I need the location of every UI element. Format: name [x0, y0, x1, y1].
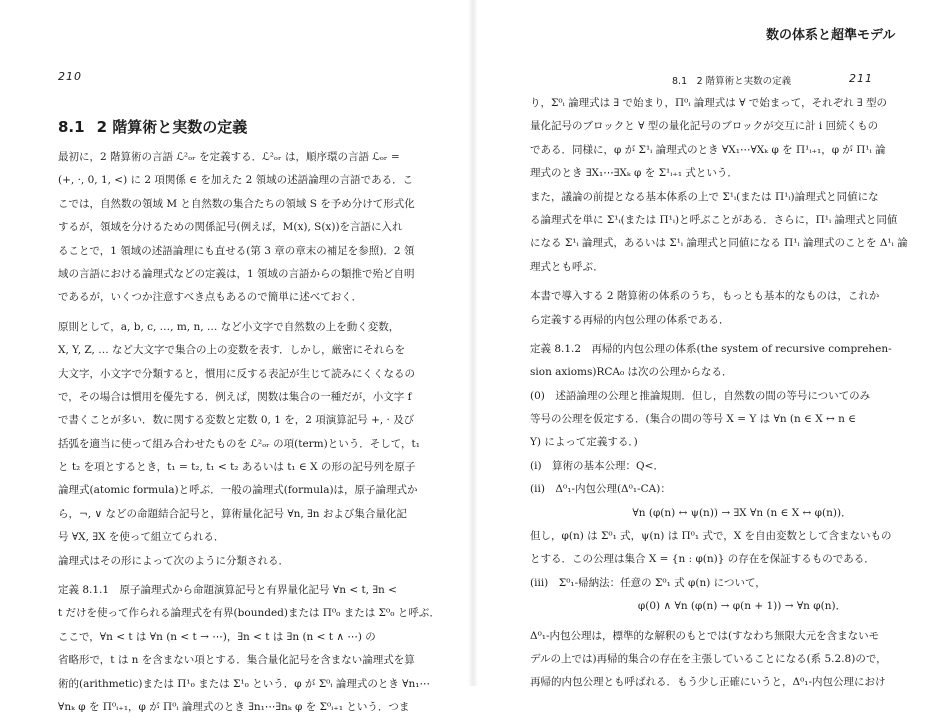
text-line: 括弧を適当に使って組み合わせたものを ℒ²ₒᵣ の項(term)という．そして，t₁ [58, 437, 420, 450]
text-line: こでは，自然数の領域 M と自然数の集合たちの領域 S を予め分けて形式化 [58, 197, 415, 210]
text-line: 定義 8.1.2 再帰的内包公理の体系(the system of recursive comprehen- [530, 342, 892, 355]
text-line: t だけを使って作られる論理式を有界(bounded)または Π⁰₀ または Σ⁰₀ と呼ぶ． [58, 607, 440, 620]
running-head: 8.1 2 階算術と実数の定義 [672, 76, 792, 87]
text-line: Y) によって定義する．) [530, 436, 638, 449]
section-title: 2 階算術と実数の定義 [96, 118, 248, 136]
text-line: 原則として，a, b, c, …, m, n, … など小文字で自然数の上を動く変数， [58, 320, 400, 333]
text-line: また，議論の前提となる基本体系の上で Σ¹ᵢ(または Π¹ᵢ)論理式と同値にな [530, 190, 879, 203]
page-number-left: 210 [58, 70, 82, 83]
text-line: ることで，1 領域の述語論理にも直せる(第 3 章の章末の補足を参照)．2 領 [58, 244, 415, 257]
text-line: φ(0) ∧ ∀n (φ(n) → φ(n + 1)) → ∀n φ(n)． [637, 600, 847, 613]
text-line: X, Y, Z, … など大文字で集合の上の変数を表す．しかし，厳密にそれらを [58, 344, 406, 357]
series-title: 数の体系と超準モデル [766, 28, 896, 43]
text-line: 大文字，小文字で分類すると，慣用に反する表記が生じて読みにくくなるの [58, 367, 415, 380]
text-line: 等号の公理を仮定する．(集合の間の等号 X = Y は ∀n (n ∈ X ↔ n ∈ [530, 413, 857, 426]
page-number-right: 211 [849, 72, 873, 85]
text-line: (+, ·, 0, 1, <) に 2 項関係 ∈ を加えた 2 領域の述語論理の言語である．こ [58, 174, 414, 187]
text-line: になる Σ¹ᵢ 論理式，あるいは Σ¹ᵢ 論理式と同値になる Π¹ᵢ 論理式のことを Δ¹ᵢ 論 [530, 237, 908, 250]
text-line: ∀nₖ φ を Π⁰ᵢ₊₁，φ が Π⁰ᵢ 論理式のとき ∃n₁⋯∃nₖ φ を Σ⁰ᵢ₊₁ という．つま [58, 700, 410, 713]
text-line: (i) 算術の基本公理：Q<． [530, 459, 664, 472]
text-line: る論理式を単に Σ¹ᵢ(または Π¹ᵢ)と呼ぶことがある．さらに，Π¹ᵢ 論理式と同値 [530, 213, 898, 226]
text-line: 論理式はその形によって次のように分類される． [58, 554, 289, 567]
text-line: ∀n (φ(n) ↔ ψ(n)) → ∃X ∀n (n ∈ X ↔ φ(n))． [632, 506, 852, 519]
left-body-text [58, 146, 440, 719]
text-line: で書くことが多い．数に関する変数と定数 0, 1 を，2 項演算記号 +, · 及び [58, 414, 415, 427]
text-line: 省略形で，t は n を含まない項とする．集合量化記号を含まない論理式を算 [58, 654, 415, 667]
text-line: 域の言語における論理式などの定義は，1 領域の言語からの類推で殆ど自明 [58, 267, 415, 280]
text-line: 最初に，2 階算術の言語 ℒ²ₒᵣ を定義する．ℒ²ₒᵣ は，順序環の言語 ℒₒᵣ = [58, 151, 400, 163]
text-line: 但し，φ(n) は Σ⁰₁ 式，ψ(n) は Π⁰₁ 式で，X を自由変数として含まないもの [530, 530, 892, 543]
text-line: 再帰的内包公理とも呼ばれる．もう少し正確にいうと，Δ⁰₁-内包公理におけ [530, 676, 886, 689]
text-line: sion axioms)RCA₀ は次の公理からなる． [530, 366, 733, 379]
text-line: 理式とも呼ぶ． [530, 260, 604, 273]
text-line: (ii) Δ⁰₁-内包公理(Δ⁰₁-CA)： [530, 483, 671, 496]
text-line: (iii) Σ⁰₁-帰納法：任意の Σ⁰₁ 式 φ(n) について， [530, 576, 766, 589]
text-line: Δ⁰₁-内包公理は，標準的な解釈のもとでは(すなわち無限大元を含まないモ [530, 629, 880, 642]
text-line: ら定義する再帰的内包公理の体系である． [530, 313, 730, 326]
section-number: 8.1 [58, 118, 85, 136]
text-line: であるが，いくつか注意すべき点もあるので簡単に述べておく． [58, 291, 363, 304]
text-line: と t₂ を項とするとき，t₁ = t₂, t₁ < t₂ あるいは t₁ ∈ X の形の記号列を原子 [58, 461, 416, 474]
text-line: ここで，∀n < t は ∀n (n < t → ⋯)，∃n < t は ∃n (n < t ∧ ⋯) の [58, 630, 376, 643]
text-line: 論理式(atomic formula)と呼ぶ．一般の論理式(formula)は，原子論理式か [58, 484, 418, 497]
section-heading [58, 116, 247, 137]
text-line: で，その場合は慣用を優先する．例えば，関数は集合の一種だが，小文字 f [58, 390, 412, 403]
text-line: ら，¬, ∨ などの命題結合記号と，算術量化記号 ∀n, ∃n および集合量化記 [58, 507, 407, 520]
text-line: 量化記号のブロックと ∀ 型の量化記号のブロックが交互に計 i 回続くもの [530, 120, 879, 133]
text-line: 号 ∀X, ∃X を使って組立てられる． [58, 531, 225, 544]
text-line: 理式のとき ∃X₁⋯∃Xₖ φ を Σ¹ᵢ₊₁ 式という． [530, 167, 738, 180]
text-line: (0) 述語論理の公理と推論規則．但し，自然数の間の等号についてのみ [530, 389, 871, 402]
text-line: 本書で導入する 2 階算術の体系のうち，もっとも基本的なものは，これか [530, 290, 880, 303]
right-page [476, 0, 945, 689]
text-line: デルの上では)再帰的集合の存在を主張していることになる(系 5.2.8)ので， [530, 652, 887, 665]
text-line: 定義 8.1.1 原子論理式から命題演算記号と有界量化記号 ∀n < t, ∃n < [58, 584, 397, 597]
text-line: である．同様に，φ が Σ¹ᵢ 論理式のとき ∀X₁⋯∀Xₖ φ を Π¹ᵢ₊₁，φ が Π¹ᵢ 論 [530, 143, 886, 156]
text-line: 術的(arithmetic)または Π¹₀ または Σ¹₀ という．φ が Σ⁰ᵢ 論理式のとき ∀n₁⋯ [58, 677, 430, 690]
text-line: するが，領域を分けるための関係記号(例えば，M(x), S(x))を言語に入れ [58, 221, 403, 234]
right-body-text [530, 92, 914, 695]
left-page [0, 0, 470, 713]
text-line: とする．この公理は集合 X = {n : φ(n)} の存在を保証するものである． [530, 553, 875, 566]
text-line: り，Σ⁰ᵢ 論理式は ∃ で始まり，Π⁰ᵢ 論理式は ∀ で始まって，それぞれ ∃ 型の [530, 97, 887, 109]
